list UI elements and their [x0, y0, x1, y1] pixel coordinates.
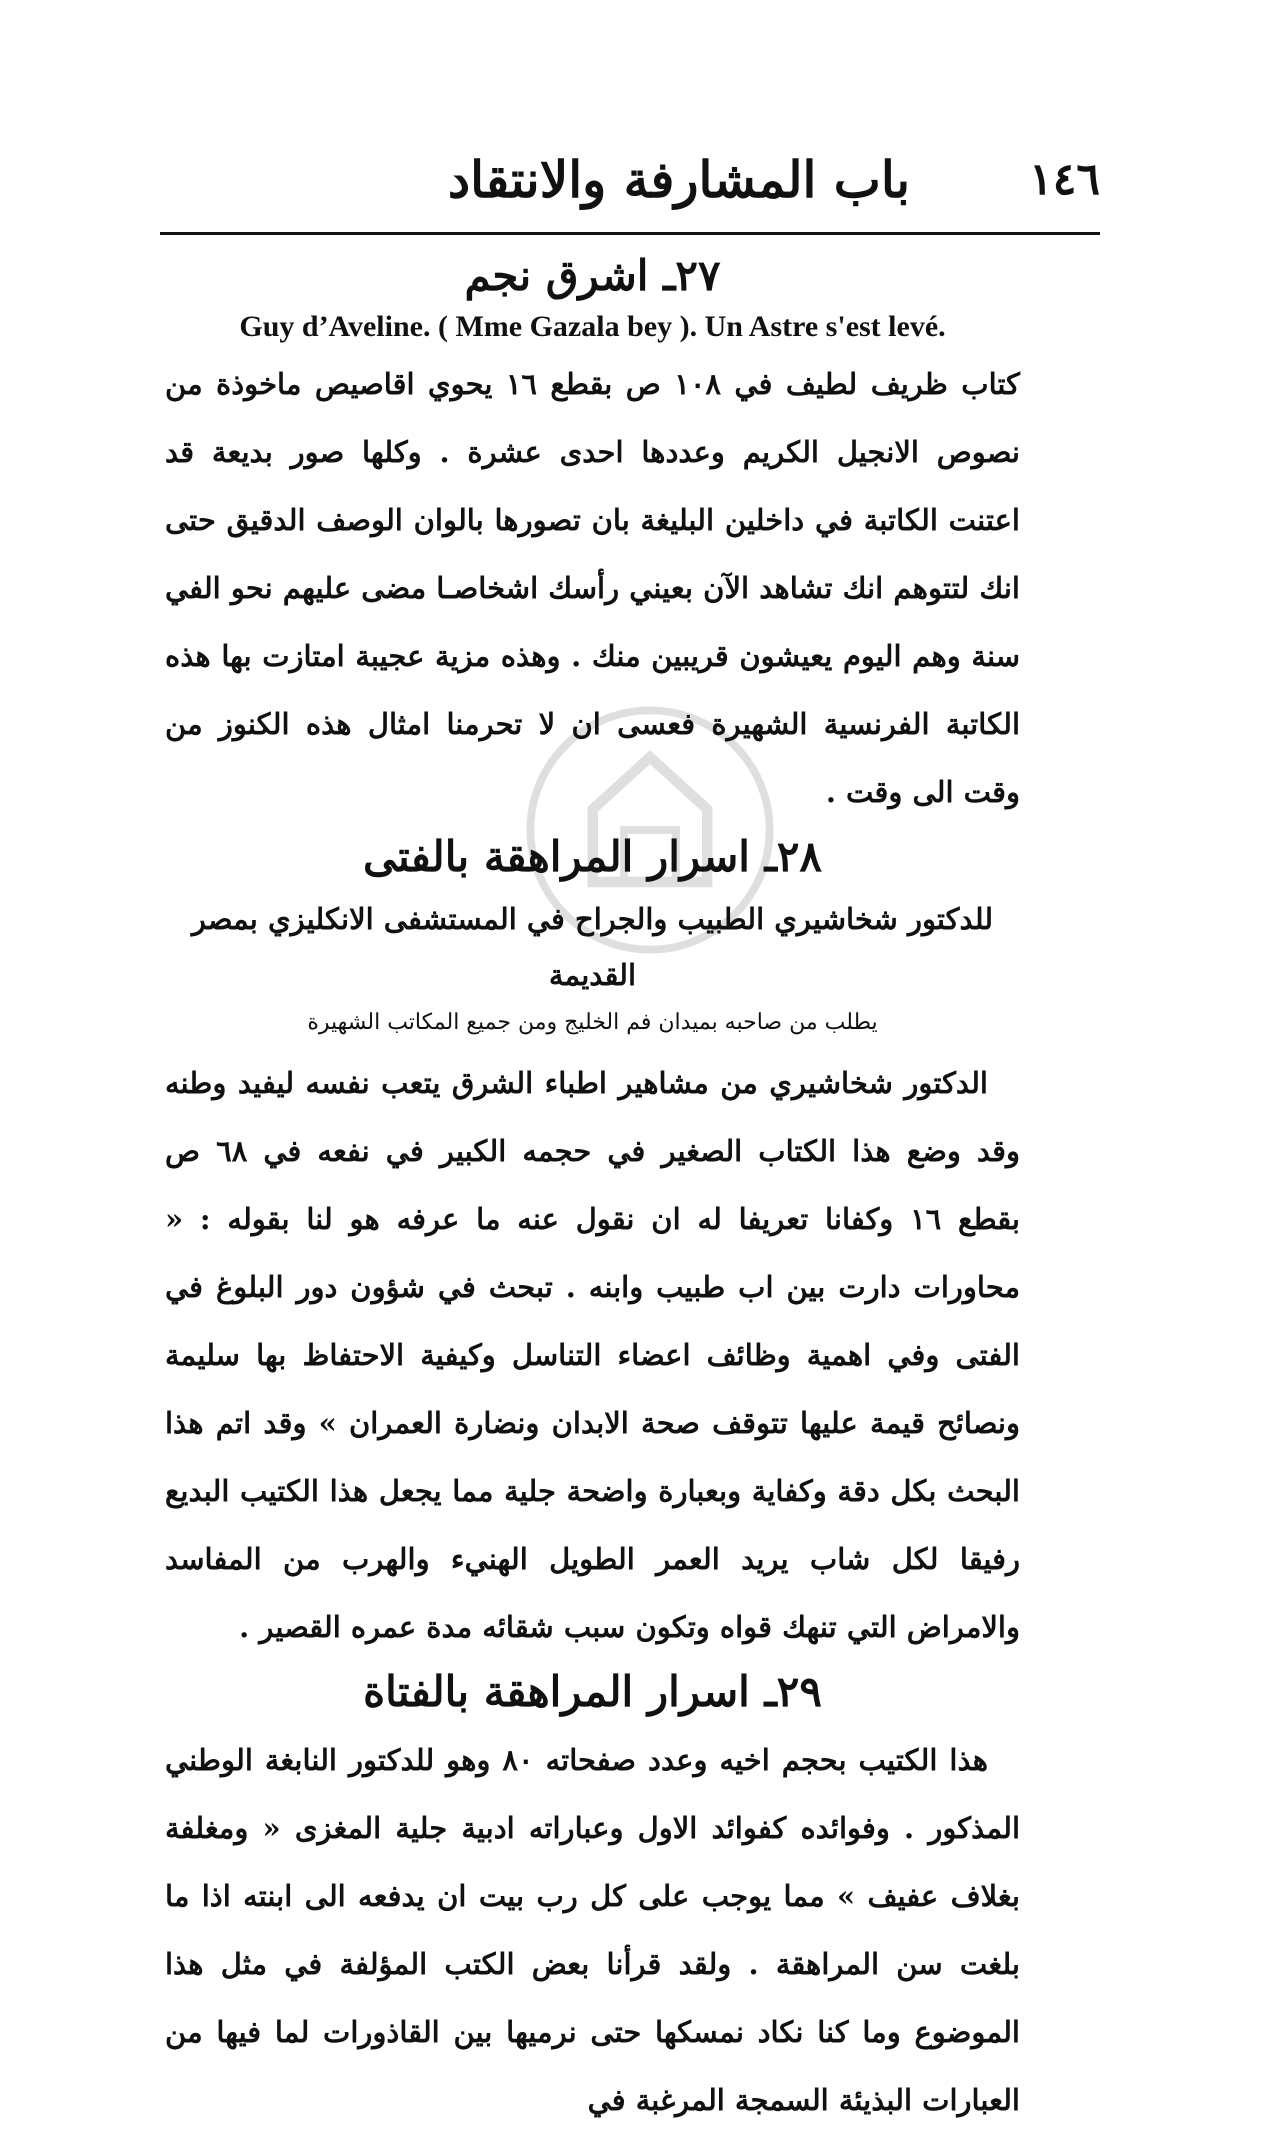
page-header — [160, 150, 1100, 220]
running-title: باب المشارفة والانتقاد — [447, 150, 910, 209]
review-29 — [165, 1667, 1020, 2134]
review-27 — [165, 251, 1020, 826]
author-line: للدكتور شخاشيري الطبيب والجراح في المستشفى الانكليزي بمصر القديمة — [191, 902, 994, 992]
header-rule — [160, 232, 1100, 235]
section-paragraph: كتاب ظريف لطيف في ١٠٨ ص بقطع ١٦ يحوي اقاصيص ماخوذة من نصوص الانجيل الكريم وعددها احدى عشرة . وكلها صور بديعة قد اعتنت الكاتبة في داخلين البليغة بان تصورها بالوان الوصف الدقيق حتى انك لتتوهم انك تشاهد الآن بعيني رأسك اشخاصـا مضى عليهم نحو الفي سنة وهم اليوم يعيشون قريبين منك . وهذه مزية عجيبة امتازت بها هذه الكاتبة الفرنسية الشهيرة فعسى ان لا تحرمنا امثال هذه الكنوز من وقت الى وقت . — [165, 367, 1020, 809]
review-28 — [165, 832, 1020, 1661]
page-number: ١٤٦ — [1029, 154, 1100, 205]
section-paragraph: هذا الكتيب بحجم اخيه وعدد صفحاته ٨٠ وهو للدكتور النابغة الوطني المذكور . وفوائده كفوائد الاول وعباراته ادبية جلية المغزى « ومغلفة بغلاف عفيف » مما يوجب على كل رب بيت ان يدفعه الى ابنته اذا ما بلغت سن المراهقة . ولقد قرأنا بعض الكتب المؤلفة في مثل هذا الموضوع وما كنا نكاد نمسكها حتى نرميها بين القاذورات لما فيها من العبارات البذيئة السمجة المرغبة في — [165, 1743, 1020, 2117]
section-heading: ٢٧ـ اشرق نجم — [464, 251, 721, 300]
section-heading: ٢٨ـ اسرار المراهقة بالفتى — [363, 832, 822, 881]
page-content — [165, 245, 1020, 2134]
availability-note: يطلب من صاحبه بميدان فم الخليج ومن جميع المكاتب الشهيرة — [307, 1010, 878, 1035]
section-paragraph: الدكتور شخاشيري من مشاهير اطباء الشرق يتعب نفسه ليفيد وطنه وقد وضع هذا الكتاب الصغير في حجمه الكبير في نفعه في ٦٨ ص بقطع ١٦ وكفانا تعريفا له ان نقول عنه ما عرفه هو لنا بقوله : « محاورات دارت بين اب طبيب وابنه . تبحث في شؤون دور البلوغ في الفتى وفي اهمية وظائف اعضاء التناسل وكيفية الاحتفاظ بها سليمة ونصائح قيمة عليها تتوقف صحة الابدان ونضارة العمران » وقد اتم هذا البحث بكل دقة وكفاية وبعبارة واضحة جلية مما يجعل هذا الكتيب البديع رفيقا لكل شاب يريد العمر الطويل الهنيء والهرب من المفاسد والامراض التي تنهك قواه وتكون سبب شقائه مدة عمره القصير . — [165, 1066, 1020, 1644]
section-heading: ٢٩ـ اسرار المراهقة بالفتاة — [363, 1667, 822, 1716]
french-title-line: Guy d’Aveline. ( Mme Gazala bey ). Un Astre s'est levé. — [239, 310, 946, 343]
